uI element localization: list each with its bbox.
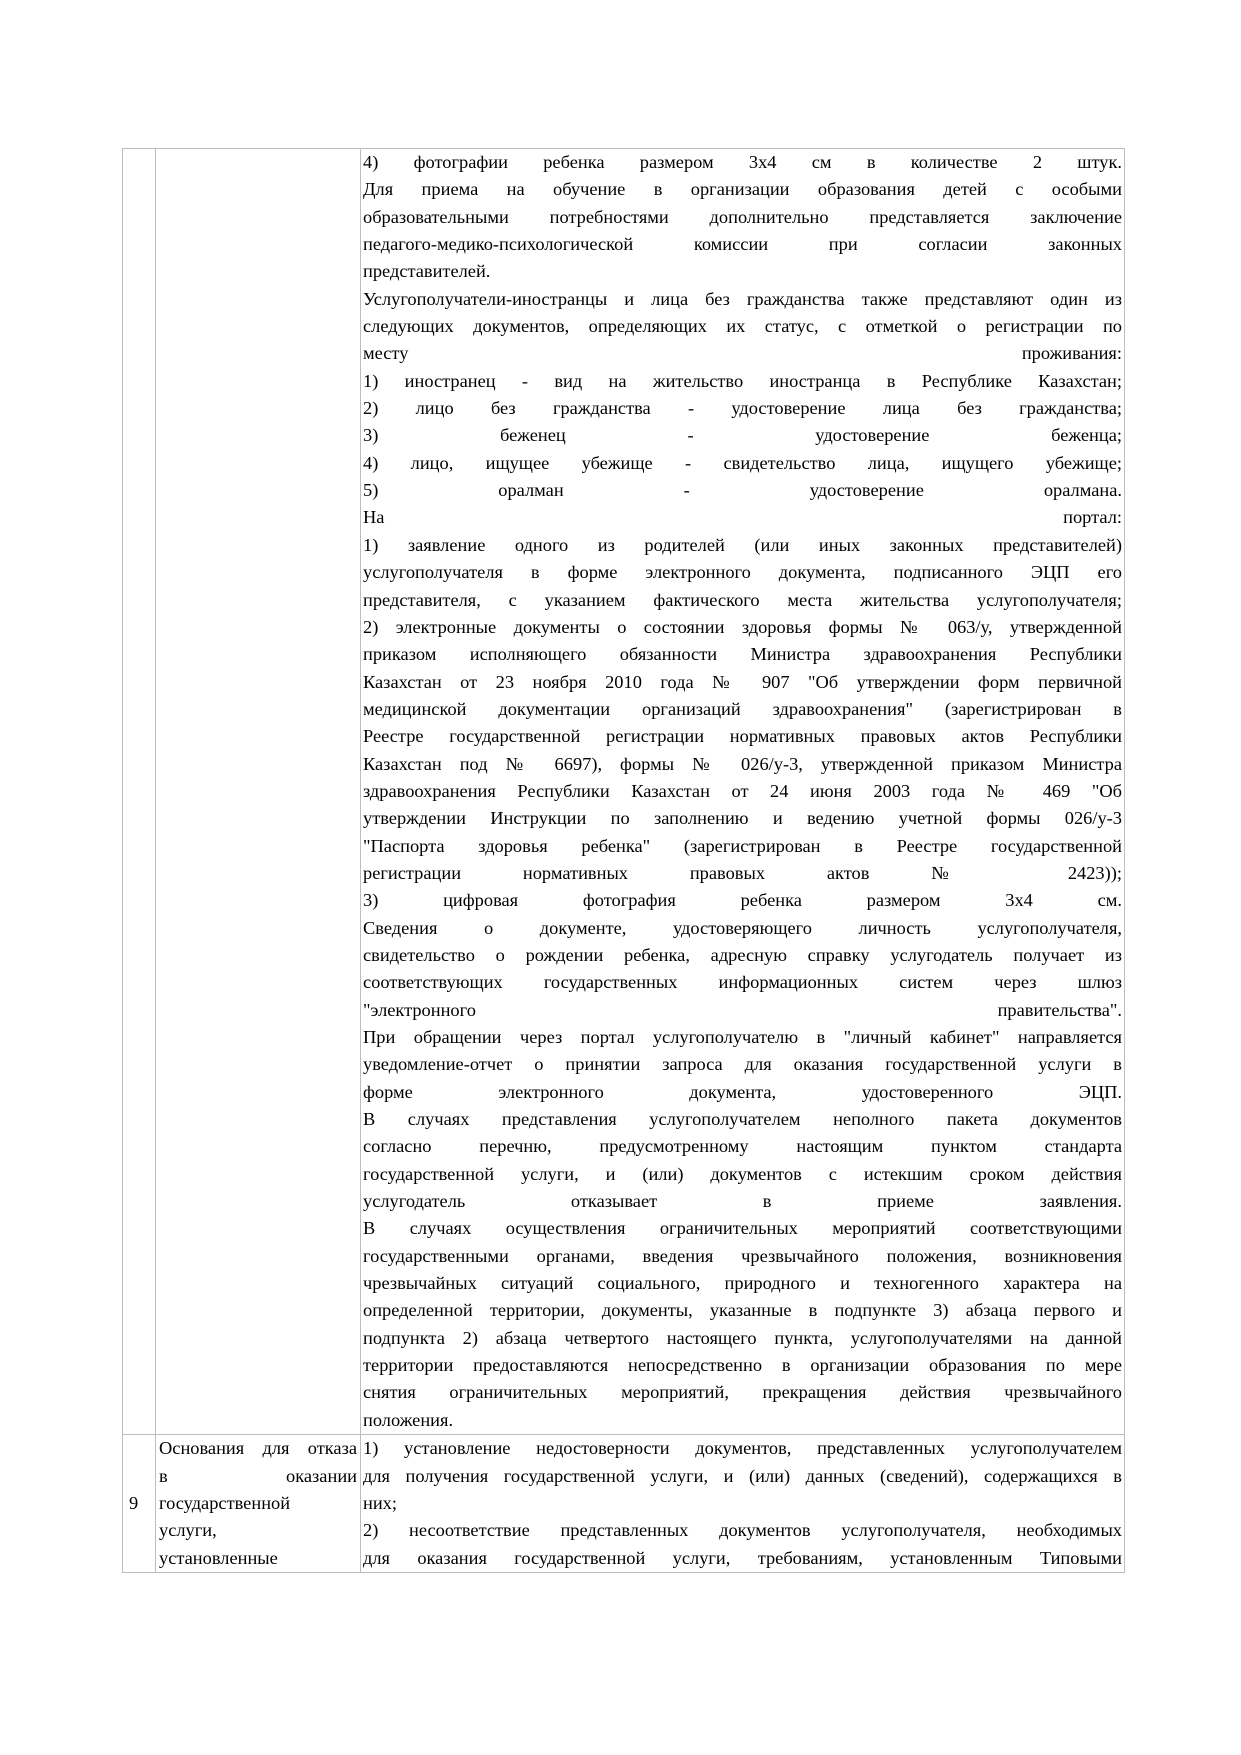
text-line: утверждении Инструкции по заполнению и ведению учетной формы 026/у-3 xyxy=(363,808,1122,829)
text-line: месту проживания: xyxy=(363,343,1122,364)
text-line: согласно перечню, предусмотренному настоящим пунктом стандарта xyxy=(363,1136,1122,1157)
text-line: 4) фотографии ребенка размером 3х4 см в количестве 2 штук. xyxy=(363,152,1122,172)
text-line: приказом исполняющего обязанности Министра здравоохранения Республики xyxy=(363,644,1122,665)
text-line: представителей. xyxy=(363,261,491,282)
text-line: услугодатель отказывает в приеме заявления. xyxy=(363,1191,1122,1212)
text-line: государственной услуги, и (или) документов с истекшим сроком действия xyxy=(363,1163,1122,1184)
text-line: государственными органами, введения чрезвычайного положения, возникновения xyxy=(363,1245,1122,1266)
text-line: уведомление-отчет о принятии запроса для оказания государственной услуги в xyxy=(363,1054,1122,1075)
text-line: для оказания государственной услуги, требованиям, установленным Типовыми xyxy=(363,1547,1122,1568)
text-line: 2) лицо без гражданства - удостоверение лица без гражданства; xyxy=(363,398,1122,419)
name-line: услуги, xyxy=(159,1520,217,1541)
text-line: форме электронного документа, удостоверенного ЭЦП. xyxy=(363,1081,1122,1102)
text-line: педагого-медико-психологической комиссии при согласии законных xyxy=(363,234,1122,255)
text-line: 1) иностранец - вид на жительство иностранца в Республике Казахстан; xyxy=(363,370,1122,391)
text-line: При обращении через портал услугополучателю в "личный кабинет" направляется xyxy=(363,1027,1122,1047)
row-name-cell xyxy=(156,1435,361,1573)
table-row xyxy=(123,1435,1125,1573)
text-line: 4) лицо, ищущее убежище - свидетельство лица, ищущего убежище; xyxy=(363,452,1122,473)
text-line: них; xyxy=(363,1492,397,1513)
text-line: 2) электронные документы о состоянии здоровья формы № 063/у, утвержденной xyxy=(363,616,1122,637)
text-line: 3) цифровая фотография ребенка размером 3х4 см. xyxy=(363,890,1122,911)
text-line: 2) несоответствие представленных документов услугополучателя, необходимых xyxy=(363,1520,1122,1541)
text-line: свидетельство о рождении ребенка, адресную справку услугодатель получает из xyxy=(363,944,1122,965)
text-line: здравоохранения Республики Казахстан от 24 июня 2003 года № 469 "Об xyxy=(363,780,1122,801)
name-line: установленные xyxy=(159,1547,278,1568)
name-line: Основания для отказа xyxy=(159,1438,357,1459)
name-line: государственной xyxy=(159,1492,291,1513)
text-line: "Паспорта здоровья ребенка" (зарегистрирован в Реестре государственной xyxy=(363,835,1122,856)
text-line: снятия ограничительных мероприятий, прекращения действия чрезвычайного xyxy=(363,1382,1122,1403)
text-line: определенной территории, документы, указанные в подпункте 3) абзаца первого и xyxy=(363,1300,1122,1321)
text-line: 5) оралман - удостоверение оралмана. xyxy=(363,480,1122,501)
row-name-cell xyxy=(156,149,361,1435)
text-line: Для приема на обучение в организации образования детей с особыми xyxy=(363,179,1122,200)
text-line: подпункта 2) абзаца четвертого настоящего пункта, услугополучателями на данной xyxy=(363,1327,1122,1348)
text-line: следующих документов, определяющих их статус, с отметкой о регистрации по xyxy=(363,316,1122,337)
text-line: образовательными потребностями дополнительно представляется заключение xyxy=(363,206,1122,227)
name-line: в оказании xyxy=(159,1465,357,1486)
text-line: регистрации нормативных правовых актов № 2423)); xyxy=(363,862,1122,883)
document-table xyxy=(122,148,1125,1573)
text-line: услугополучателя в форме электронного документа, подписанного ЭЦП его xyxy=(363,562,1122,583)
text-line: чрезвычайных ситуаций социального, природного и техногенного характера на xyxy=(363,1273,1122,1294)
text-line: соответствующих государственных информационных систем через шлюз xyxy=(363,972,1122,993)
row-number-cell xyxy=(123,149,156,1435)
text-line: Услугополучатели-иностранцы и лица без гражданства также представляют один из xyxy=(363,288,1122,309)
text-line: территории предоставляются непосредственно в организации образования по мере xyxy=(363,1355,1122,1376)
text-line: представителя, с указанием фактического места жительства услугополучателя; xyxy=(363,589,1122,610)
text-line: "электронного правительства". xyxy=(363,999,1122,1020)
row-text-cell xyxy=(361,149,1125,1435)
row-number-cell: 9 xyxy=(123,1435,156,1573)
text-line: Казахстан под № 6697), формы № 026/у-3, утвержденной приказом Министра xyxy=(363,753,1122,774)
text-line: Казахстан от 23 ноября 2010 года № 907 "Об утверждении форм первичной xyxy=(363,671,1122,692)
text-line: 1) заявление одного из родителей (или иных законных представителей) xyxy=(363,534,1122,555)
text-line: Сведения о документе, удостоверяющего личность услугополучателя, xyxy=(363,917,1122,938)
row-text-cell xyxy=(361,1435,1125,1573)
text-line: На портал: xyxy=(363,507,1122,528)
text-line: медицинской документации организаций здравоохранения" (зарегистрирован в xyxy=(363,698,1122,719)
text-line: В случаях представления услугополучателем неполного пакета документов xyxy=(363,1109,1122,1130)
text-line: 3) беженец - удостоверение беженца; xyxy=(363,425,1122,446)
text-line: В случаях осуществления ограничительных мероприятий соответствующими xyxy=(363,1218,1122,1239)
text-line: положения. xyxy=(363,1409,454,1430)
text-line: Реестре государственной регистрации нормативных правовых актов Республики xyxy=(363,726,1122,747)
text-line: 1) установление недостоверности документов, представленных услугополучателем xyxy=(363,1438,1122,1459)
table-row xyxy=(123,149,1125,1435)
text-line: для получения государственной услуги, и (или) данных (сведений), содержащихся в xyxy=(363,1465,1122,1486)
